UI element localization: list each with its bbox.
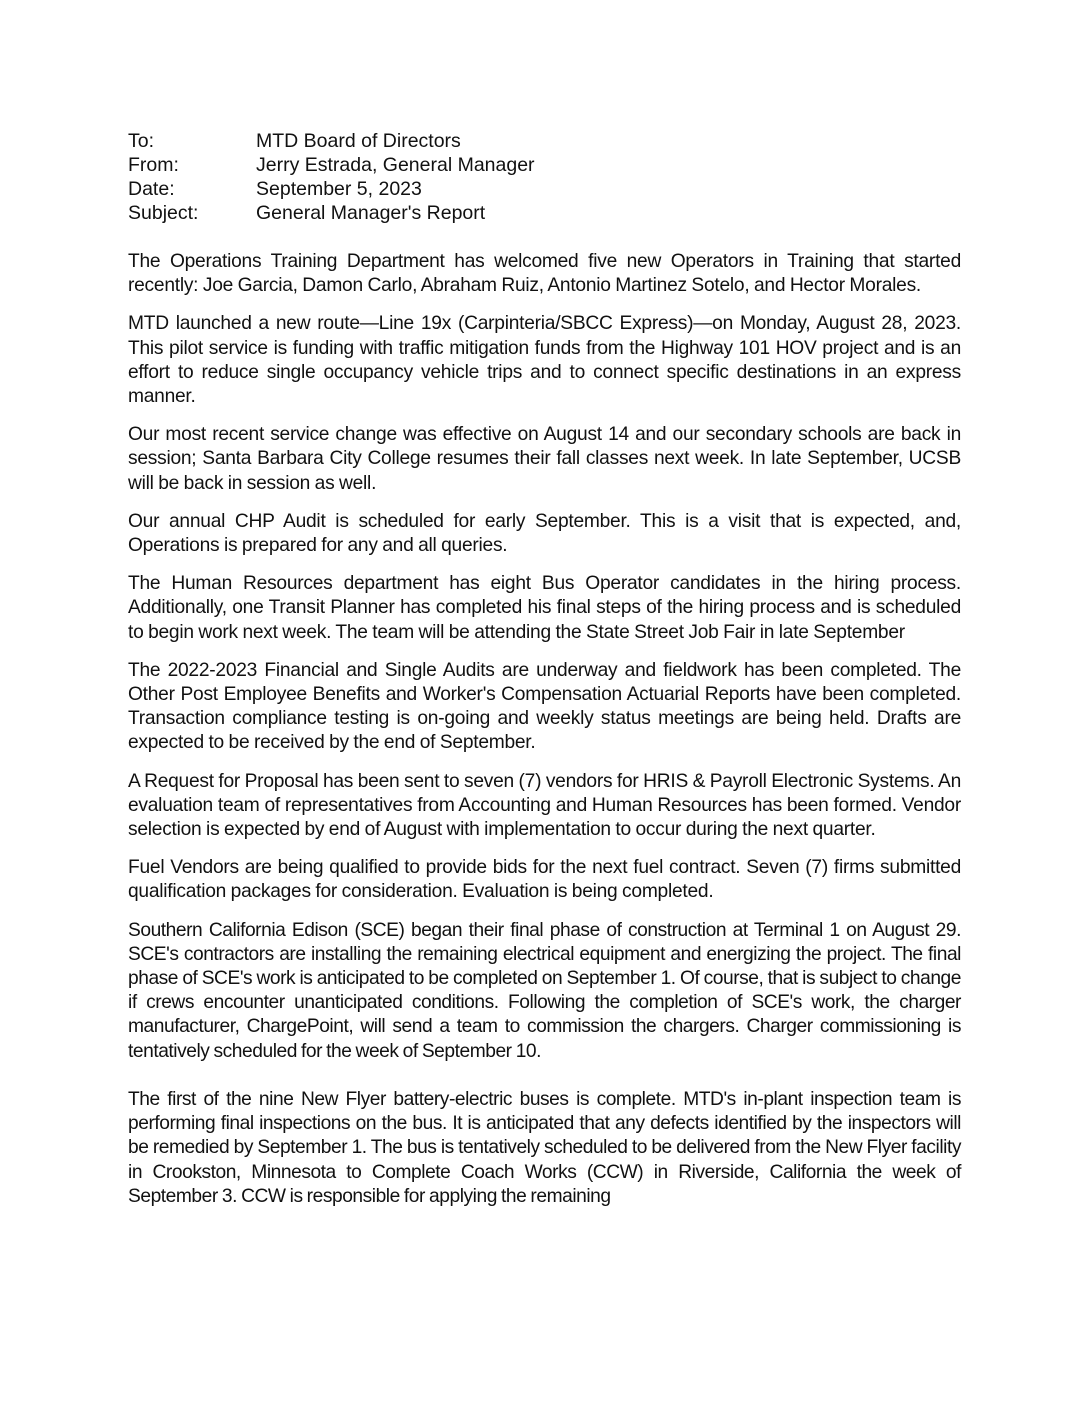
memo-body <box>128 250 961 1223</box>
paragraph-hris-rfp: A Request for Proposal has been sent to seven (7) vendors for HRIS & Payroll Electronic Systems. An evaluation team of representatives from Accounting and Human Resources has been formed. Vendor selection is expected by end of August with implementation to occur during the next quarter. <box>128 770 961 841</box>
memo-from-row <box>128 153 828 177</box>
paragraph-operators-training: The Operations Training Department has welcomed five new Operators in Training that started recently: Joe Garcia, Damon Carlo, Abraham Ruiz, Antonio Martinez Sotelo, and Hector Morales. <box>128 251 961 297</box>
memo-date-value: September 5, 2023 <box>256 178 422 200</box>
memo-to-row <box>128 129 828 153</box>
paragraph-sce-construction: Southern California Edison (SCE) began their final phase of construction at Terminal 1 on August 29. SCE's contractors are installing the remaining electrical equipment and energizing the project. The final phase of SCE's work is anticipated to be completed on September 1. Of course, that is subject to change if crews encounter unanticipated conditions. Following the completion of SCE's work, the charger manufacturer, ChargePoint, will send a team to commission the chargers. Charger commissioning is tentatively scheduled for the week of September 10. <box>128 919 961 1062</box>
paragraph-service-change: Our most recent service change was effective on August 14 and our secondary schools are back in session; Santa Barbara City College resumes their fall classes next week. In late September, UCSB will be back in session as well. <box>128 424 961 494</box>
memo-date-label: Date: <box>128 178 175 200</box>
memo-to-label: To: <box>128 130 155 152</box>
memo-subject-value: General Manager's Report <box>256 202 486 224</box>
paragraph-chp-audit: Our annual CHP Audit is scheduled for early September. This is a visit that is expected, and, Operations is prepared for any and all queries. <box>128 510 961 557</box>
paragraph-fuel-vendors: Fuel Vendors are being qualified to provide bids for the next fuel contract. Seven (7) firms submitted qualification packages for consideration. Evaluation is being completed. <box>128 857 961 903</box>
paragraph-line-19x: MTD launched a new route—Line 19x (Carpinteria/SBCC Express)—on Monday, August 28, 2023. This pilot service is funding with traffic mitigation funds from the Highway 101 HOV project and is an effort to reduce single occupancy vehicle trips and to connect specific destinations in an express manner. <box>128 313 961 408</box>
paragraph-financial-audits: The 2022-2023 Financial and Single Audits are underway and fieldwork has been completed. The Other Post Employee Benefits and Worker's Compensation Actuarial Reports have been completed. Transaction compliance testing is on-going and weekly status meetings are being held. Drafts are expected to be received by the end of September. <box>128 659 961 754</box>
memo-from-value: Jerry Estrada, General Manager <box>256 154 535 176</box>
memo-header <box>128 129 828 225</box>
paragraph-battery-electric-buses: The first of the nine New Flyer battery-electric buses is complete. MTD's in-plant inspection team is performing final inspections on the bus. It is anticipated that any defects identified by the inspectors will be remedied by September 1. The bus is tentatively scheduled to be delivered from the New Flyer facility in Crookston, Minnesota to Complete Coach Works (CCW) in Riverside, California the week of September 3. CCW is responsible for applying the remaining <box>128 1088 961 1207</box>
memo-subject-label: Subject: <box>128 202 199 224</box>
memo-to-value: MTD Board of Directors <box>256 130 461 152</box>
memo-subject-row <box>128 201 828 225</box>
memo-from-label: From: <box>128 154 179 176</box>
paragraph-human-resources: The Human Resources department has eight Bus Operator candidates in the hiring process. Additionally, one Transit Planner has completed his final steps of the hiring process and is scheduled to begin work next week. The team will be attending the State Street Job Fair in late September <box>128 573 961 643</box>
memo-date-row <box>128 177 828 201</box>
